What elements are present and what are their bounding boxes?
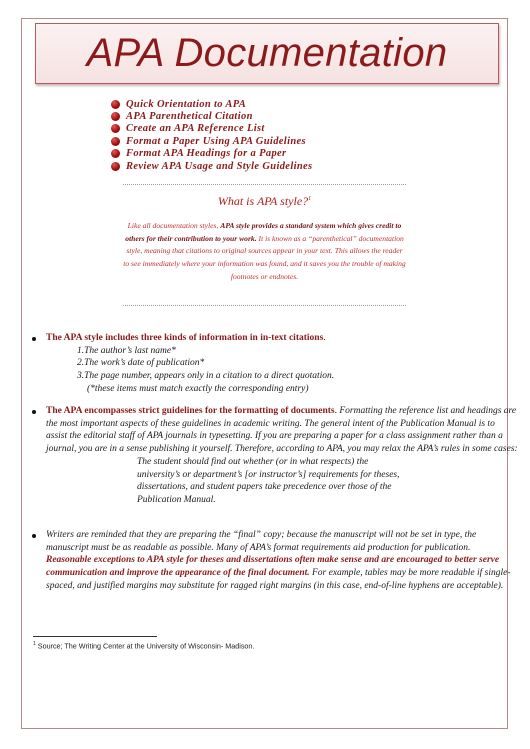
menu-item-parenthetical-citation[interactable] <box>111 110 313 122</box>
section-emphasis: Reasonable exceptions to APA style for theses and dissertations often make sense and are encouraged to better serve communication and improve the appearance of the final document. <box>46 555 500 579</box>
bullet-icon <box>111 149 120 158</box>
bullet-icon <box>111 124 120 133</box>
section-formatting <box>32 405 518 507</box>
section-lead <box>46 332 518 345</box>
footnote-number: 1 <box>33 641 36 647</box>
section-lead-text: The APA encompasses strict guidelines for the formatting of documents <box>46 406 335 416</box>
menu-link[interactable]: Create an APA Reference List <box>126 123 265 135</box>
dotted-divider-top <box>123 184 406 185</box>
footnote <box>33 641 254 650</box>
menu-item-usage-style[interactable] <box>111 160 313 172</box>
question-heading-text: What is APA style? <box>217 194 309 208</box>
dotted-divider-bottom <box>123 305 406 306</box>
page-title: APA Documentation <box>86 31 448 75</box>
list-item: 2.The work’s date of publication* <box>77 358 205 369</box>
menu-item-quick-orientation[interactable] <box>111 98 313 110</box>
answer-emphasis: APA style provides a standard system which gives credit to others for their contribution to your work. <box>125 221 402 243</box>
list-item: 1.The author’s last name* <box>77 345 176 356</box>
answer-rest: It is known as a “parenthetical” documentation style, meaning that citations to original sources appear in your text. This allows the reader to see immediately where your information was found, and it saves you the trouble of making footnotes or endnotes. <box>123 233 406 281</box>
block-quote: The student should find out whether (or in what respects) the university’s or department’s [or instructor’s] requirements for theses, dissertations, and student papers take precedence over those of the Publication Manual. <box>137 456 400 505</box>
title-banner <box>35 23 499 84</box>
section-final-copy <box>32 529 518 593</box>
section-rest: For example, tables may be more readable if single- spaced, and justified margins may substitute for ragged right margins (in this case, end-of-line hyphens are acceptable). <box>46 568 511 591</box>
question-answer <box>123 220 406 284</box>
bullet-icon <box>111 137 120 146</box>
menu-item-format-paper[interactable] <box>111 135 313 147</box>
bullet-dot <box>32 534 36 538</box>
footnote-ref: 1 <box>308 196 312 202</box>
bullet-icon <box>111 112 120 121</box>
menu-link[interactable]: Quick Orientation to APA <box>126 98 247 110</box>
bullet-dot <box>32 410 36 414</box>
bullet-icon <box>111 100 120 109</box>
menu-link[interactable]: Format APA Headings for a Paper <box>126 148 287 160</box>
menu-link[interactable]: APA Parenthetical Citation <box>126 111 253 123</box>
topic-menu <box>111 98 313 172</box>
menu-link[interactable]: Format a Paper Using APA Guidelines <box>126 135 306 147</box>
menu-item-reference-list[interactable] <box>111 123 313 135</box>
section-citation-info <box>32 332 518 396</box>
section-lead-text: The APA style includes three kinds of information in in-text citations <box>46 333 324 343</box>
bullet-icon <box>111 162 120 171</box>
menu-link[interactable]: Review APA Usage and Style Guidelines <box>126 160 313 172</box>
footnote-text: Source; The Writing Center at the University of Wisconsin- Madison. <box>35 641 255 651</box>
section-lead-end: . <box>323 333 326 343</box>
menu-item-format-headings[interactable] <box>111 148 313 160</box>
section-body: Formatting the reference list and headings are the most important aspects of these guidelines in academic writing. The general intent of the Publication Manual is to assist the editorial staff of APA journals in typesetting. If you are preparing a paper for a class assignment rather than a journal, you are in a sense publishing it yourself. Therefore, according to APA, you may relax the APA’s rules in some cases: <box>46 406 518 455</box>
list-item: 3.The page number, appears only in a citation to a direct quotation. <box>77 371 335 382</box>
bullet-dot <box>32 337 36 341</box>
footnote-divider <box>33 636 157 637</box>
section-paragraph <box>46 405 518 456</box>
question-heading <box>123 194 406 209</box>
answer-lead: Like all documentation styles, <box>127 221 221 230</box>
section-paragraph <box>46 529 518 593</box>
section-lead-end: . <box>334 406 337 416</box>
section-lead-text: Writers are reminded that they are preparing the “final” copy; because the manuscript will not be set in type, the manuscript must be as readable as possible. Many of APA’s format requirements aid production for publication. <box>46 530 477 553</box>
list-note: (*these items must match exactly the corresponding entry) <box>87 383 309 394</box>
